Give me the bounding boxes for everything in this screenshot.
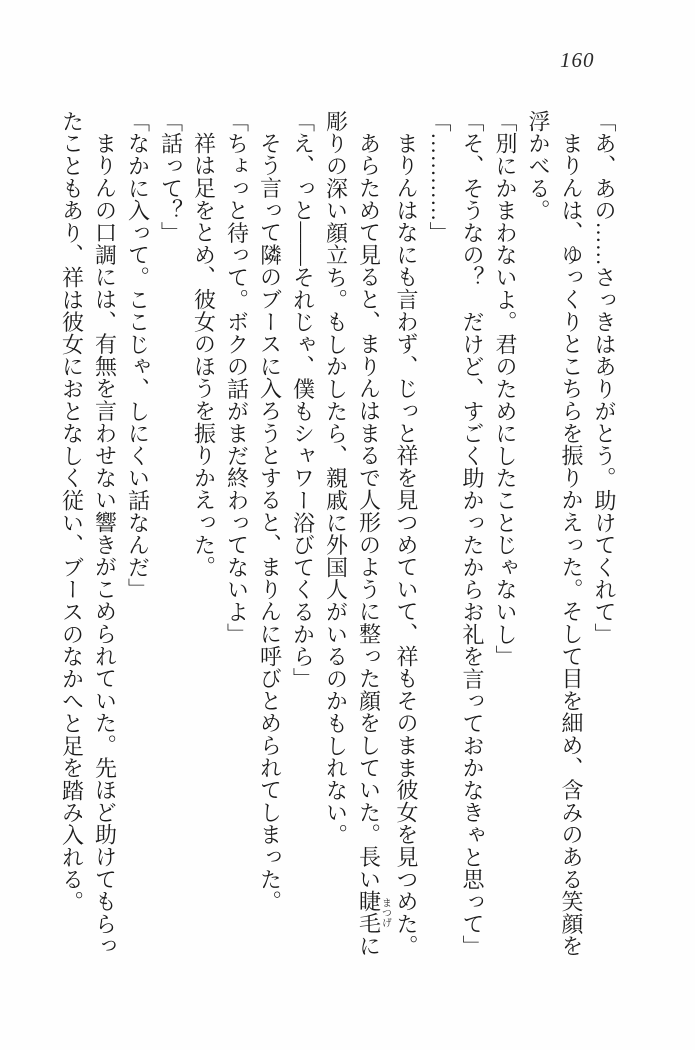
- page-number: 160: [560, 48, 595, 72]
- furigana-reading: まつげ: [379, 890, 391, 935]
- text-line-10: 「え、っと——それじゃ、僕もシャワー浴びてくるから」: [290, 110, 316, 690]
- text-line-4: 「別にかまわないよ。君のためにしたことじゃないし」: [493, 110, 518, 668]
- text-line-12: 「ちょっと待って。ボクの話がまだ終わってないよ」: [224, 110, 250, 646]
- text-line-15: 「なかに入って。ここじゃ、しにくい話なんだ」: [125, 110, 151, 601]
- text-line-8: あらためて見ると、まりんはまるで人形のように整った顔をしていた。長い睫毛まつげに: [356, 132, 391, 958]
- text-line-2: まりんは、ゆっくりとこちらを振りかえった。そして目を細め、含みのある笑顔を: [559, 132, 584, 958]
- text-line-3: 浮かべる。: [526, 110, 551, 222]
- text-line-5: 「そ、そうなの？ だけど、すごく助かったからお礼を言っておかなきゃと思って」: [460, 110, 485, 958]
- text-line-17: たこともあり、祥は彼女におとなしく従い、ブースのなかへと足を踏み入れる。: [59, 110, 85, 913]
- text-line-1: 「あ、あの……さっきはありがとう。助けてくれて」: [592, 110, 617, 646]
- text-line-13: 祥は足をとめ、彼女のほうを振りかえった。: [191, 132, 217, 578]
- text-line-9: 彫りの深い顔立ち。もしかしたら、親戚に外国人がいるのかもしれない。: [323, 110, 349, 846]
- text-line-11: そう言って隣のブースに入ろうとすると、まりんに呼びとめられてしまった。: [257, 132, 283, 913]
- text-line-14: 「話って？」: [158, 110, 184, 244]
- text-line-16: まりんの口調には、有無を言わせない響きがこめられていた。先ほど助けてもらっ: [92, 132, 118, 958]
- furigana-ruby: 睫毛まつげ: [356, 890, 391, 935]
- text-line-7: まりんはなにも言わず、じっと祥を見つめていて、祥もそのまま彼女を見つめた。: [394, 132, 419, 958]
- text-line-6: 「…………」: [427, 110, 452, 244]
- vertical-text-block: [56, 110, 622, 966]
